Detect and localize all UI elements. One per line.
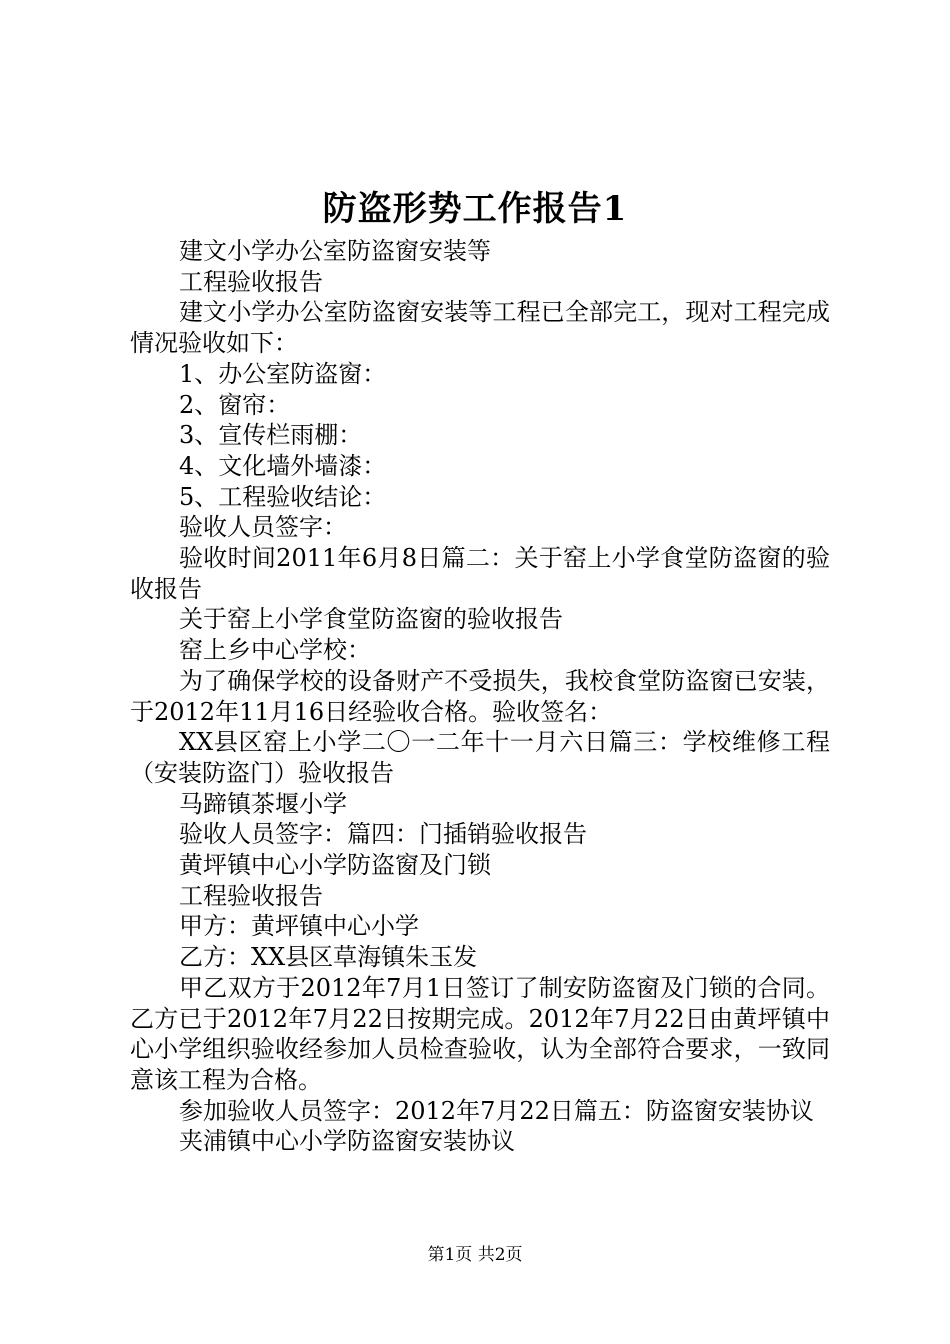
paragraph: 4、文化墙外墙漆： — [179, 451, 387, 480]
document-body — [130, 236, 830, 1157]
paragraph: 甲方：黄坪镇中心小学 — [179, 912, 419, 941]
paragraph: XX县区窑上小学二〇一二年十一月六日篇三：学校维修工程（安装防盗门）验收报告 — [130, 728, 830, 787]
paragraph: 工程验收报告 — [179, 267, 323, 296]
paragraph: 验收人员签字： — [179, 513, 347, 542]
paragraph: 2、窗帘： — [179, 390, 291, 419]
paragraph: 夹浦镇中心小学防盗窗安装协议 — [179, 1127, 515, 1156]
paragraph: 3、宣传栏雨棚： — [179, 421, 363, 450]
paragraph: 工程验收报告 — [179, 881, 323, 910]
paragraph: 乙方：XX县区草海镇朱玉发 — [179, 943, 478, 972]
page-footer: 第1页 共2页 — [427, 1245, 523, 1265]
paragraph: 窑上乡中心学校： — [179, 636, 371, 665]
paragraph: 5、工程验收结论： — [179, 482, 387, 511]
paragraph: 黄坪镇中心小学防盗窗及门锁 — [179, 851, 491, 880]
paragraph: 建文小学办公室防盗窗安装等 — [179, 237, 491, 265]
paragraph: 1、办公室防盗窗： — [179, 359, 387, 388]
document-title: 防盗形势工作报告1 — [322, 189, 628, 229]
paragraph: 甲乙双方于2012年7月1日签订了制安防盗窗及门锁的合同。乙方已于2012年7月22日按期完成。2012年7月22日由黄坪镇中心小学组织验收经参加人员检查验收，认为全部符合要求，一致同意该工程为合格。 — [130, 973, 830, 1094]
paragraph: 为了确保学校的设备财产不受损失，我校食堂防盗窗已安装，于2012年11月16日经验收合格。验收签名： — [130, 666, 830, 726]
paragraph: 马蹄镇茶堰小学 — [179, 789, 347, 818]
paragraph: 验收人员签字：篇四：门插销验收报告 — [179, 820, 587, 849]
paragraph: 验收时间2011年6月8日篇二：关于窑上小学食堂防盗窗的验收报告 — [130, 544, 830, 603]
paragraph: 参加验收人员签字：2012年7月22日篇五：防盗窗安装协议 — [179, 1096, 814, 1125]
paragraph: 关于窑上小学食堂防盗窗的验收报告 — [179, 605, 563, 634]
paragraph: 建文小学办公室防盗窗安装等工程已全部完工，现对工程完成情况验收如下： — [130, 298, 830, 358]
